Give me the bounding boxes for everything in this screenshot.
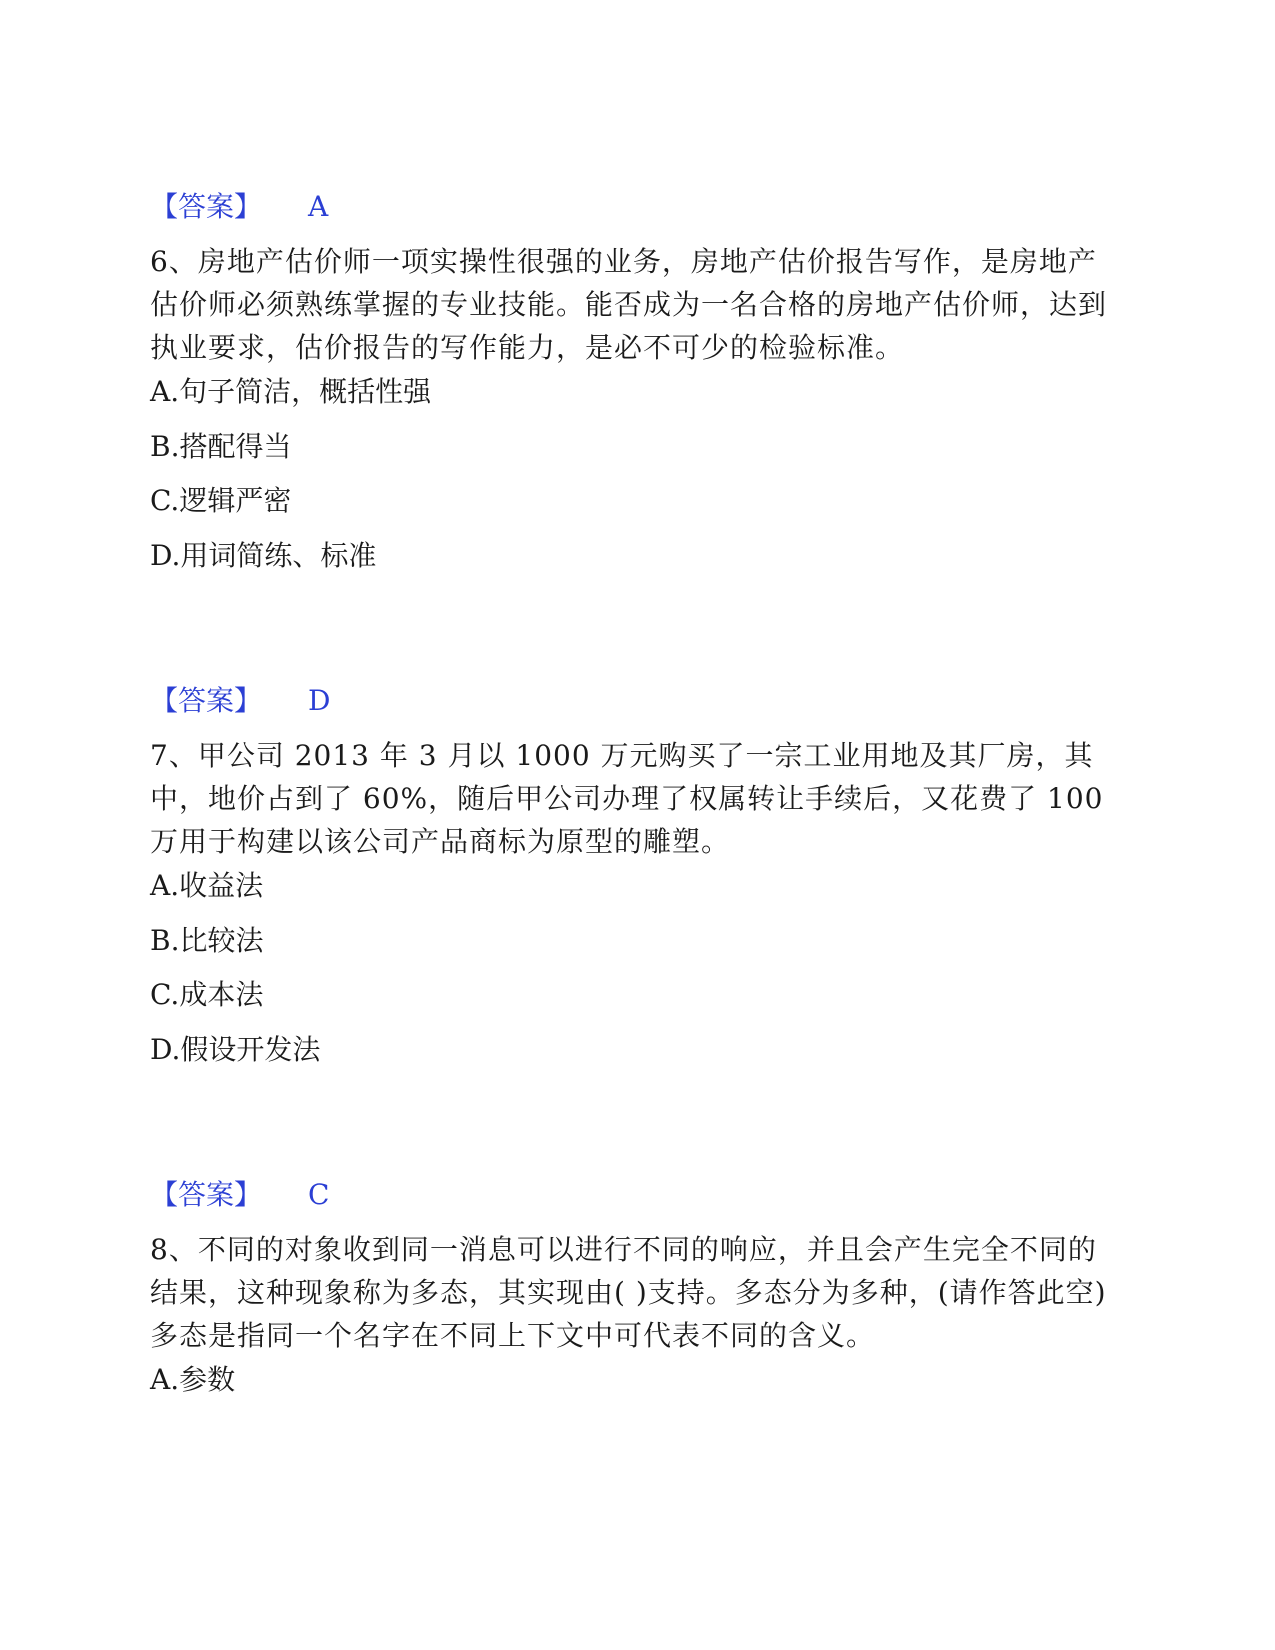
- answer-label: 【答案】: [150, 1178, 263, 1211]
- answer-label: 【答案】: [150, 190, 263, 223]
- answer-value: A: [308, 190, 329, 223]
- question-7-option-d: D.假设开发法: [150, 1033, 321, 1066]
- question-7-text: 7、甲公司 2013 年 3 月以 1000 万元购买了一宗工业用地及其厂房，其中，地价占到了 60%，随后甲公司办理了权属转让手续后，又花费了 100 万用于构建以该公司产品商标为原型的雕塑。: [150, 739, 1104, 858]
- answer-value: D: [308, 684, 331, 717]
- question-7-option-a: A.收益法: [150, 869, 264, 902]
- question-6-option-b: B.搭配得当: [150, 430, 292, 463]
- answer-label: 【答案】: [150, 684, 263, 717]
- question-6-text: 6、房地产估价师一项实操性很强的业务，房地产估价报告写作，是房地产估价师必须熟练掌握的专业技能。能否成为一名合格的房地产估价师，达到执业要求，估价报告的写作能力，是必不可少的检验标准。: [150, 245, 1108, 364]
- answer-line-q7: [150, 1178, 329, 1212]
- question-7-option-c: C.成本法: [150, 978, 264, 1011]
- answer-line-q5: [150, 190, 328, 224]
- question-6-option-d: D.用词简练、标准: [150, 539, 377, 572]
- question-8-text: 8、不同的对象收到同一消息可以进行不同的响应，并且会产生完全不同的结果，这种现象称为多态，其实现由( )支持。多态分为多种，(请作答此空)多态是指同一个名字在不同上下文中可代表不同的含义。: [150, 1233, 1107, 1352]
- question-8-option-a: A.参数: [150, 1363, 236, 1396]
- question-6-option-c: C.逻辑严密: [150, 484, 292, 517]
- question-7-option-b: B.比较法: [150, 924, 264, 957]
- answer-value: C: [308, 1178, 330, 1211]
- answer-line-q6: [150, 684, 330, 718]
- question-6-option-a: A.句子简洁，概括性强: [150, 375, 432, 408]
